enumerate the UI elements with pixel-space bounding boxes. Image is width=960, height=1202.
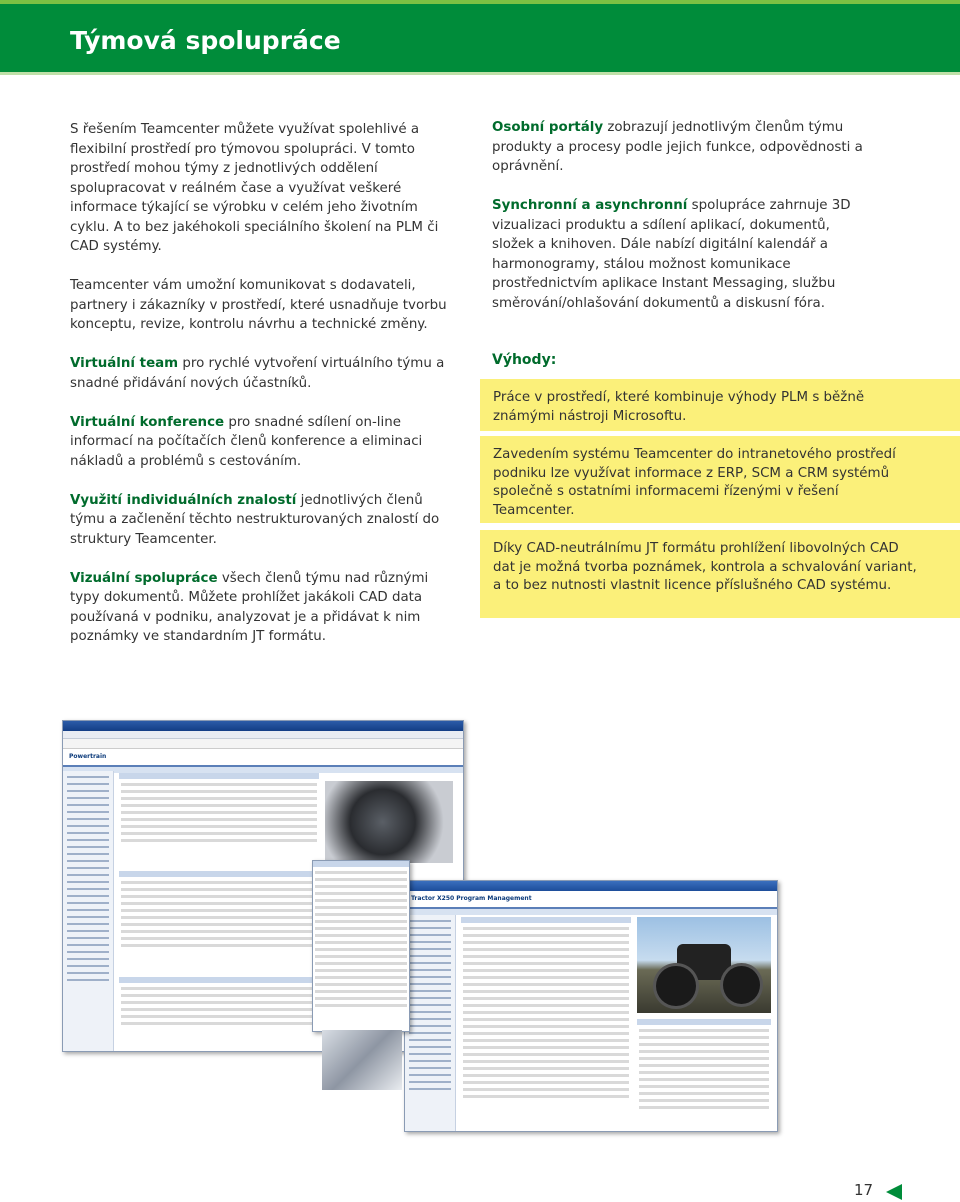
screenshot-collage bbox=[62, 720, 774, 1128]
virtual-team-term: Virtuální team bbox=[70, 356, 179, 371]
visual-collaboration-term: Vizuální spolupráce bbox=[70, 570, 218, 586]
knowledge-paragraph bbox=[70, 491, 448, 550]
benefit-box: Práce v prostředí, které kombinuje výhody PLM s běžně známými nástroji Microsoftu. bbox=[480, 379, 960, 431]
page-number: 17 bbox=[854, 1181, 874, 1199]
menu-bar bbox=[63, 731, 463, 739]
virtual-conference-paragraph bbox=[70, 413, 448, 472]
sync-term: Synchronní a asynchronní bbox=[492, 198, 688, 213]
engine-image bbox=[325, 781, 453, 863]
portal-sidebar bbox=[63, 771, 114, 1051]
action-tasks-grid bbox=[119, 977, 319, 1047]
left-column bbox=[70, 120, 448, 666]
benefit-box: Díky CAD-neutrálnímu JT formátu prohlížení libovolných CAD dat je možná tvorba poznámek, kontrola a schvalování variant, a to bez nutnosti vlastnit licence příslušného CAD systému. bbox=[480, 530, 960, 618]
portal-brand bbox=[63, 749, 463, 767]
virtual-team-paragraph bbox=[70, 354, 448, 393]
tractor-image bbox=[637, 917, 771, 1013]
tasks-grid bbox=[119, 871, 319, 971]
portal-sidebar bbox=[405, 915, 456, 1131]
calendar-panel bbox=[312, 860, 410, 1032]
intro-paragraph: S řešením Teamcenter můžete využívat spolehlivé a flexibilní prostředí pro týmovou spolupráci. V tomto prostředí mohou týmy z jednotlivých oddělení spolupracovat v reálném čase a využívat veškeré informace týkající se výrobku v celém jeho životním cyklu. A to bez jakéhokoli speciálního školení na PLM či CAD systémy. bbox=[70, 122, 439, 254]
engine-part-image bbox=[322, 1030, 402, 1090]
portal-brand-label: Powertrain bbox=[69, 753, 107, 760]
page-title: Týmová spolupráce bbox=[70, 26, 341, 55]
documents-grid bbox=[119, 773, 319, 863]
visual-collaboration-paragraph bbox=[70, 569, 448, 647]
sync-text: spolupráce zahrnuje 3D vizualizaci produktu a sdílení aplikací, dokumentů, složek a knihoven. Dále nabízí digitální kalendář a harmonogramy, stálou možnost komunikace prostřednictvím aplikace Instant Messaging, službu směrování/ohlašování dokumentů a diskusní fóra. bbox=[492, 198, 851, 311]
visual-collaboration-text: všech členů týmu nad různými typy dokumentů. Můžete prohlížet jakákoli CAD data používaná v podniku, analyzovat je a přidávat k nim poznámky ve standardním JT formátu. bbox=[70, 570, 429, 644]
communication-paragraph: Teamcenter vám umožní komunikovat s dodavateli, partnery i zákazníky v prostředí, které usnadňuje tvorbu konceptu, revize, kontrolu návrhu a technické změny. bbox=[70, 278, 447, 332]
benefit-box: Zavedením systému Teamcenter do intranetového prostředí podniku lze využívat informace z ERP, SCM a CRM systémů společně s ostatními informacemi řízenými v řešení Teamcenter. bbox=[480, 436, 960, 523]
address-bar bbox=[63, 739, 463, 749]
window-titlebar bbox=[405, 881, 777, 891]
portals-text: zobrazují jednotlivým členům týmu produkty a procesy podle jejich funkce, odpovědnosti a oprávnění. bbox=[492, 120, 863, 174]
virtual-conference-text: pro snadné sdílení on-line informací na počítačích členů konference a eliminaci nákladů a problémů s cestováním. bbox=[70, 414, 423, 469]
page-arrow-icon bbox=[886, 1184, 902, 1200]
portal-brand bbox=[405, 891, 777, 909]
header-bar bbox=[0, 0, 960, 72]
right-column bbox=[492, 118, 874, 333]
window-titlebar bbox=[63, 721, 463, 731]
knowledge-text: jednotlivých členů týmu a začlenění těchto nestrukturovaných znalostí do struktury Teamcenter. bbox=[70, 492, 440, 547]
virtual-conference-term: Virtuální konference bbox=[70, 414, 225, 430]
header-strip bbox=[0, 72, 960, 75]
browser-window-tractor bbox=[404, 880, 778, 1132]
issues-grid bbox=[461, 917, 631, 1127]
program-tasks-grid bbox=[637, 1019, 771, 1127]
portal-tabs bbox=[405, 909, 777, 915]
virtual-team-text: pro rychlé vytvoření virtuálního týmu a snadné přidávání nových účastníků. bbox=[70, 356, 445, 391]
portal-brand-label: Tractor X250 Program Management bbox=[411, 895, 532, 902]
portals-term: Osobní portály bbox=[492, 120, 604, 135]
benefits-heading: Výhody: bbox=[492, 352, 557, 368]
sync-paragraph bbox=[492, 196, 874, 313]
portals-paragraph bbox=[492, 118, 874, 177]
knowledge-term: Využití individuálních znalostí bbox=[70, 492, 297, 508]
